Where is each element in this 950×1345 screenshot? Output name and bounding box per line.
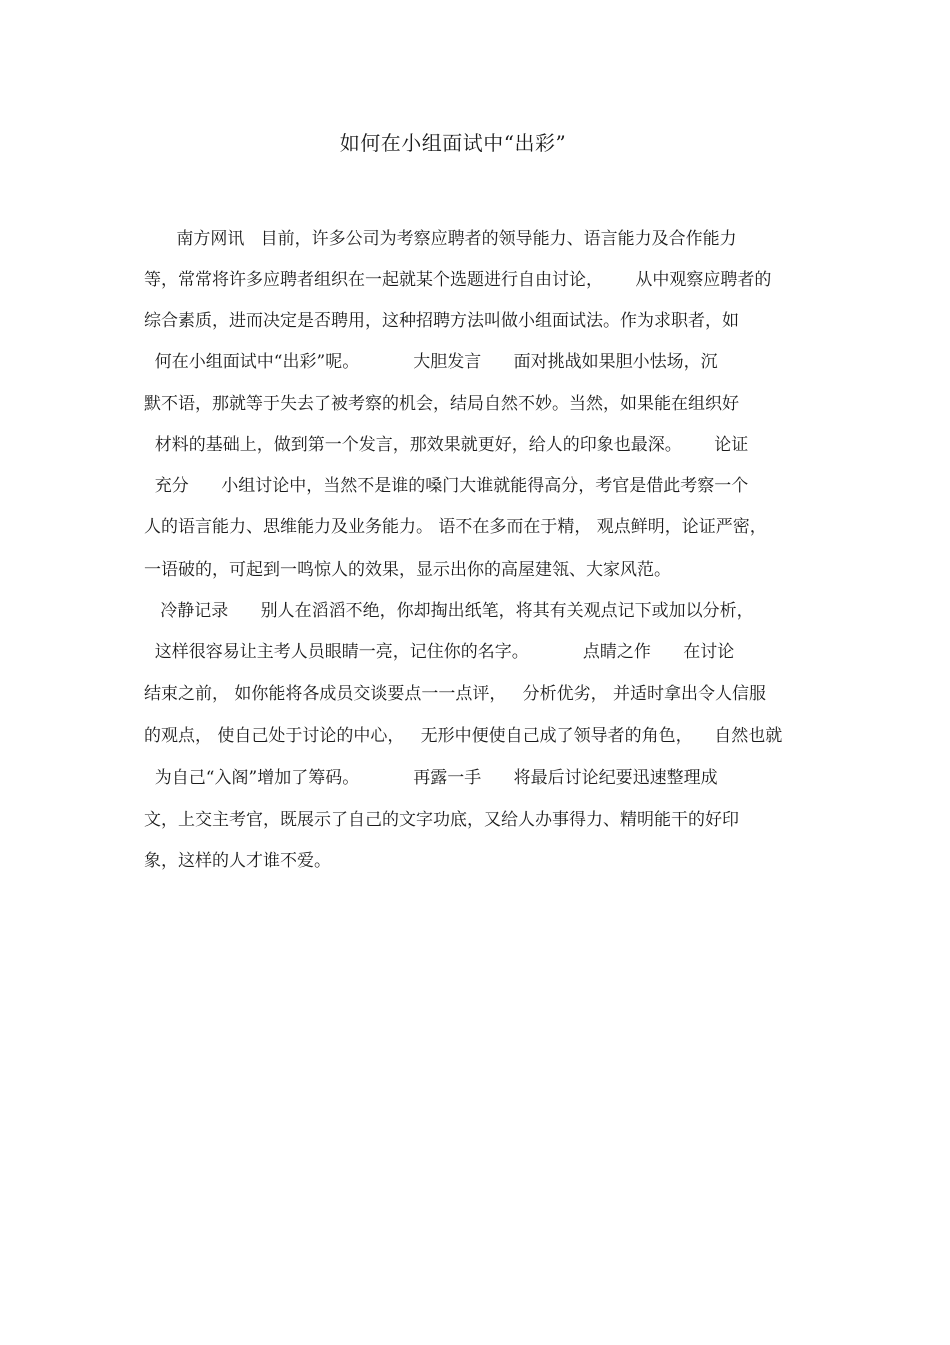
body-line: 冷静记录 别人在滔滔不绝，你却掏出纸笔，将其有关观点记下或加以分析， xyxy=(144,601,754,621)
body-line: 文，上交主考官，既展示了自己的文字功底，又给人办事得力、精明能干的好印 xyxy=(144,810,739,830)
body-line: 一语破的，可起到一鸣惊人的效果，显示出你的高屋建瓴、大家风范。 xyxy=(144,560,671,580)
body-line: 为自己“入阁”增加了筹码。 再露一手 将最后讨论纪要迅速整理成 xyxy=(144,768,718,788)
document-title: 如何在小组面试中“出彩” xyxy=(339,131,567,155)
body-line: 充分 小组讨论中，当然不是谁的嗓门大谁就能得高分，考官是借此考察一个 xyxy=(144,476,749,496)
body-line: 这样很容易让主考人员眼睛一亮，记住你的名字。 点睛之作 在讨论 xyxy=(144,642,735,662)
body-line: 结束之前， 如你能将各成员交谈要点一一点评， 分析优劣， 并适时拿出令人信服 xyxy=(144,684,767,704)
body-line: 等，常常将许多应聘者组织在一起就某个选题进行自由讨论， 从中观察应聘者的 xyxy=(144,270,772,290)
body-line: 默不语，那就等于失去了被考察的机会，结局自然不妙。当然，如果能在组织好 xyxy=(144,394,739,414)
body-line: 象，这样的人才谁不爱。 xyxy=(144,851,331,871)
body-line: 南方网讯 目前，许多公司为考察应聘者的领导能力、语言能力及合作能力 xyxy=(144,229,737,249)
body-line: 的观点， 使自己处于讨论的中心， 无形中便使自己成了领导者的角色， 自然也就 xyxy=(144,726,783,746)
body-line: 综合素质，进而决定是否聘用，这种招聘方法叫做小组面试法。作为求职者，如 xyxy=(144,311,739,331)
body-line: 何在小组面试中“出彩”呢。 大胆发言 面对挑战如果胆小怯场，沉 xyxy=(144,352,718,372)
body-line: 人的语言能力、思维能力及业务能力。 语不在多而在于精， 观点鲜明，论证严密， xyxy=(144,517,767,537)
body-line: 材料的基础上，做到第一个发言，那效果就更好，给人的印象也最深。 论证 xyxy=(144,435,749,455)
